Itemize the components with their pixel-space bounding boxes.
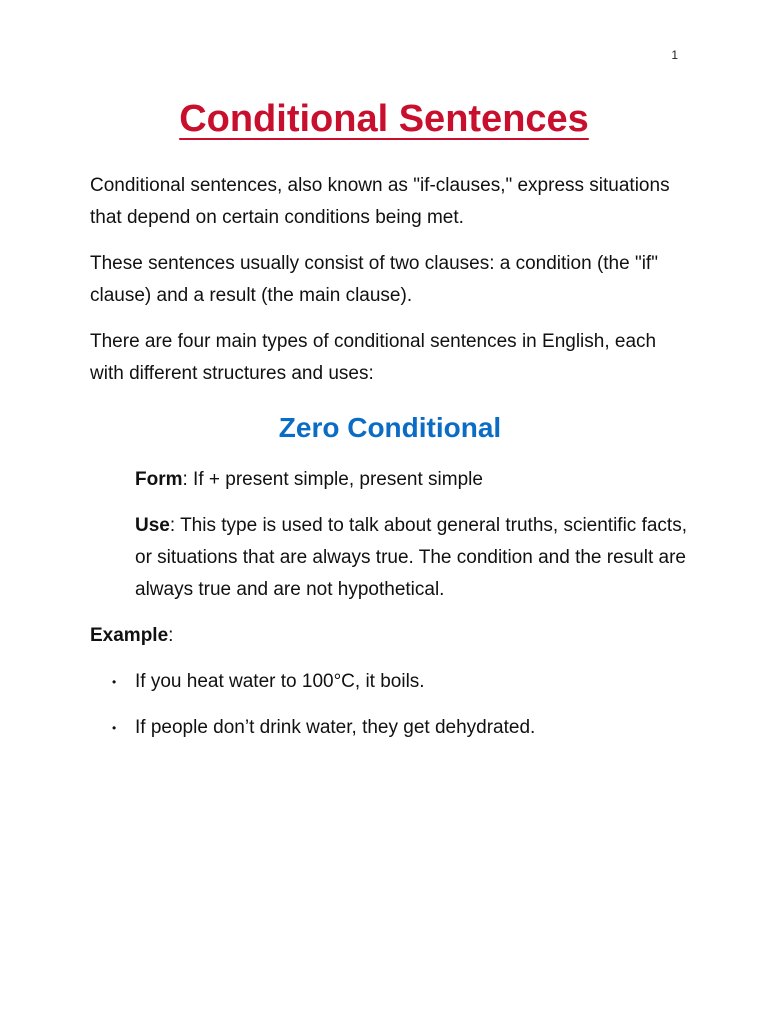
example-colon: : (168, 625, 174, 646)
intro-paragraph-3: There are four main types of conditional sentences in English, each with different structures and uses: (90, 331, 657, 384)
document-body (90, 170, 690, 758)
document-title (0, 98, 768, 141)
example-line (90, 620, 690, 652)
example-label: Example (90, 625, 169, 646)
page-number: 1 (671, 48, 678, 62)
intro-paragraph-2: These sentences usually consist of two clauses: a condition (the "if" clause) and a result (the main clause). (90, 253, 658, 306)
bullet-icon: • (112, 721, 117, 735)
list-item (90, 666, 690, 698)
use-line (135, 510, 690, 606)
use-label: Use (135, 515, 170, 536)
use-text: : This type is used to talk about general truths, scientific facts, or situations that are always true. The condition and the result are always true and are not hypothetical. (135, 515, 687, 600)
zero-conditional-details (135, 464, 690, 606)
form-line (135, 464, 690, 496)
document-title-text: Conditional Sentences (179, 98, 589, 140)
intro-paragraph-1: Conditional sentences, also known as "if-clauses," express situations that depend on certain conditions being met. (90, 175, 670, 228)
section-heading-zero-conditional: Zero Conditional (278, 412, 502, 443)
form-text: : If + present simple, present simple (182, 469, 483, 490)
bullet-icon: • (112, 675, 117, 689)
example-text-1: If you heat water to 100°C, it boils. (135, 671, 425, 692)
form-label: Form (135, 469, 183, 490)
list-item (90, 712, 690, 744)
example-text-2: If people don’t drink water, they get dehydrated. (135, 717, 536, 738)
example-list (90, 666, 690, 744)
